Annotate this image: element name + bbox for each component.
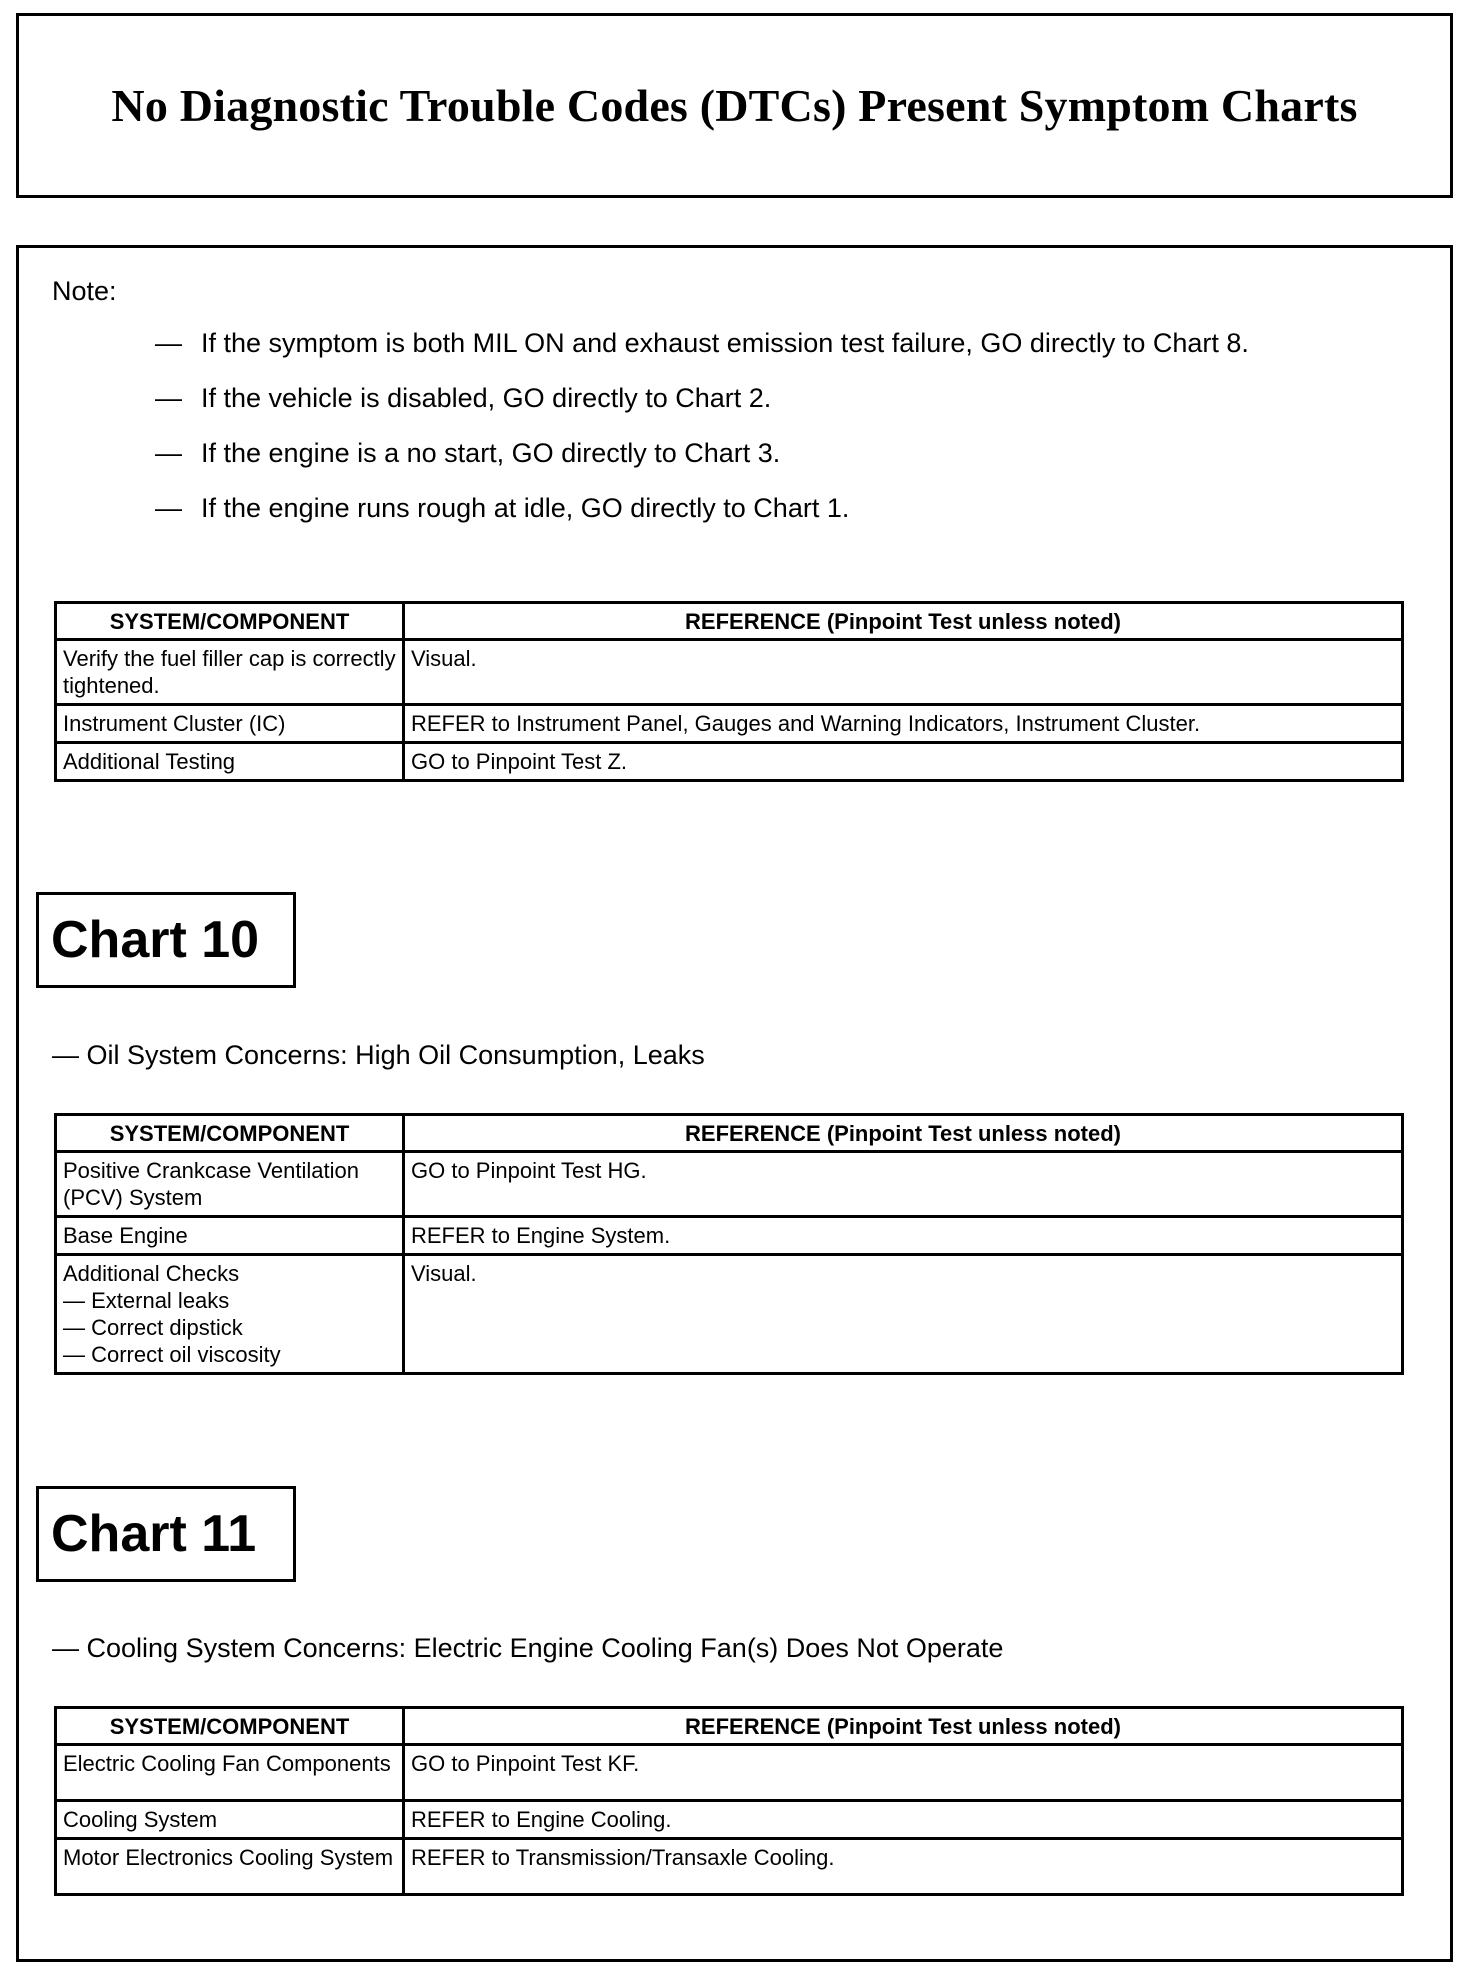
note-list <box>155 326 1425 546</box>
table-row <box>56 1801 1403 1839</box>
note-label: Note: <box>52 276 117 306</box>
component-subitem: — External leaks <box>63 1288 230 1313</box>
note-item: — If the vehicle is disabled, GO directly to Chart 2. <box>155 383 772 413</box>
table-row <box>56 705 1403 743</box>
dash-bullet-icon: — <box>155 438 182 468</box>
reference-cell: GO to Pinpoint Test Z. <box>404 743 1403 781</box>
reference-cell: GO to Pinpoint Test KF. <box>404 1745 1403 1801</box>
table-header-row <box>56 1115 1403 1152</box>
header-reference: REFERENCE (Pinpoint Test unless noted) <box>404 1115 1403 1152</box>
table-header-row <box>56 1708 1403 1745</box>
table-row <box>56 1839 1403 1895</box>
component-cell: Positive Crankcase Ventilation (PCV) System <box>56 1152 404 1217</box>
table-row <box>56 1217 1403 1255</box>
content-panel <box>16 245 1453 1962</box>
chart-10-heading: Chart 10 <box>36 892 296 988</box>
table-header-row <box>56 603 1403 640</box>
header-system-component: SYSTEM/COMPONENT <box>56 1115 404 1152</box>
component-cell: Additional Testing <box>56 743 404 781</box>
note-item: — If the engine is a no start, GO directly to Chart 3. <box>155 438 781 468</box>
reference-cell: GO to Pinpoint Test HG. <box>404 1152 1403 1217</box>
component-cell: Cooling System <box>56 1801 404 1839</box>
reference-table-chart-11 <box>54 1706 1404 1896</box>
page-title-box <box>16 13 1453 198</box>
header-system-component: SYSTEM/COMPONENT <box>56 1708 404 1745</box>
component-cell <box>56 1255 404 1374</box>
reference-cell: Visual. <box>404 640 1403 705</box>
table-row <box>56 1255 1403 1374</box>
table-row <box>56 1152 1403 1217</box>
table-row <box>56 743 1403 781</box>
reference-table-general <box>54 601 1404 782</box>
reference-cell: REFER to Engine Cooling. <box>404 1801 1403 1839</box>
dash-bullet-icon: — <box>155 493 182 523</box>
dash-bullet-icon: — <box>155 383 182 413</box>
reference-table-chart-10 <box>54 1113 1404 1375</box>
reference-cell: REFER to Engine System. <box>404 1217 1403 1255</box>
header-system-component: SYSTEM/COMPONENT <box>56 603 404 640</box>
chart-11-description: — Cooling System Concerns: Electric Engine Cooling Fan(s) Does Not Operate <box>52 1633 1004 1663</box>
reference-cell: REFER to Transmission/Transaxle Cooling. <box>404 1839 1403 1895</box>
table-row <box>56 1745 1403 1801</box>
component-cell: Verify the fuel filler cap is correctly tightened. <box>56 640 404 705</box>
dash-bullet-icon: — <box>155 328 182 358</box>
chart-11-heading: Chart 11 <box>36 1486 296 1582</box>
component-title: Additional Checks <box>63 1261 240 1286</box>
table-row <box>56 640 1403 705</box>
note-item: — If the symptom is both MIL ON and exhaust emission test failure, GO directly to Chart 8. <box>155 328 1249 358</box>
reference-cell: REFER to Instrument Panel, Gauges and Warning Indicators, Instrument Cluster. <box>404 705 1403 743</box>
chart-10-description: — Oil System Concerns: High Oil Consumption, Leaks <box>52 1040 705 1070</box>
component-cell: Base Engine <box>56 1217 404 1255</box>
component-cell: Motor Electronics Cooling System <box>56 1839 404 1895</box>
header-reference: REFERENCE (Pinpoint Test unless noted) <box>404 603 1403 640</box>
component-cell: Electric Cooling Fan Components <box>56 1745 404 1801</box>
note-item: — If the engine runs rough at idle, GO directly to Chart 1. <box>155 493 850 523</box>
component-cell: Instrument Cluster (IC) <box>56 705 404 743</box>
component-subitem: — Correct dipstick <box>63 1315 243 1340</box>
page-title: No Diagnostic Trouble Codes (DTCs) Present Symptom Charts <box>111 79 1358 131</box>
header-reference: REFERENCE (Pinpoint Test unless noted) <box>404 1708 1403 1745</box>
component-subitem: — Correct oil viscosity <box>63 1342 281 1367</box>
reference-cell: Visual. <box>404 1255 1403 1374</box>
